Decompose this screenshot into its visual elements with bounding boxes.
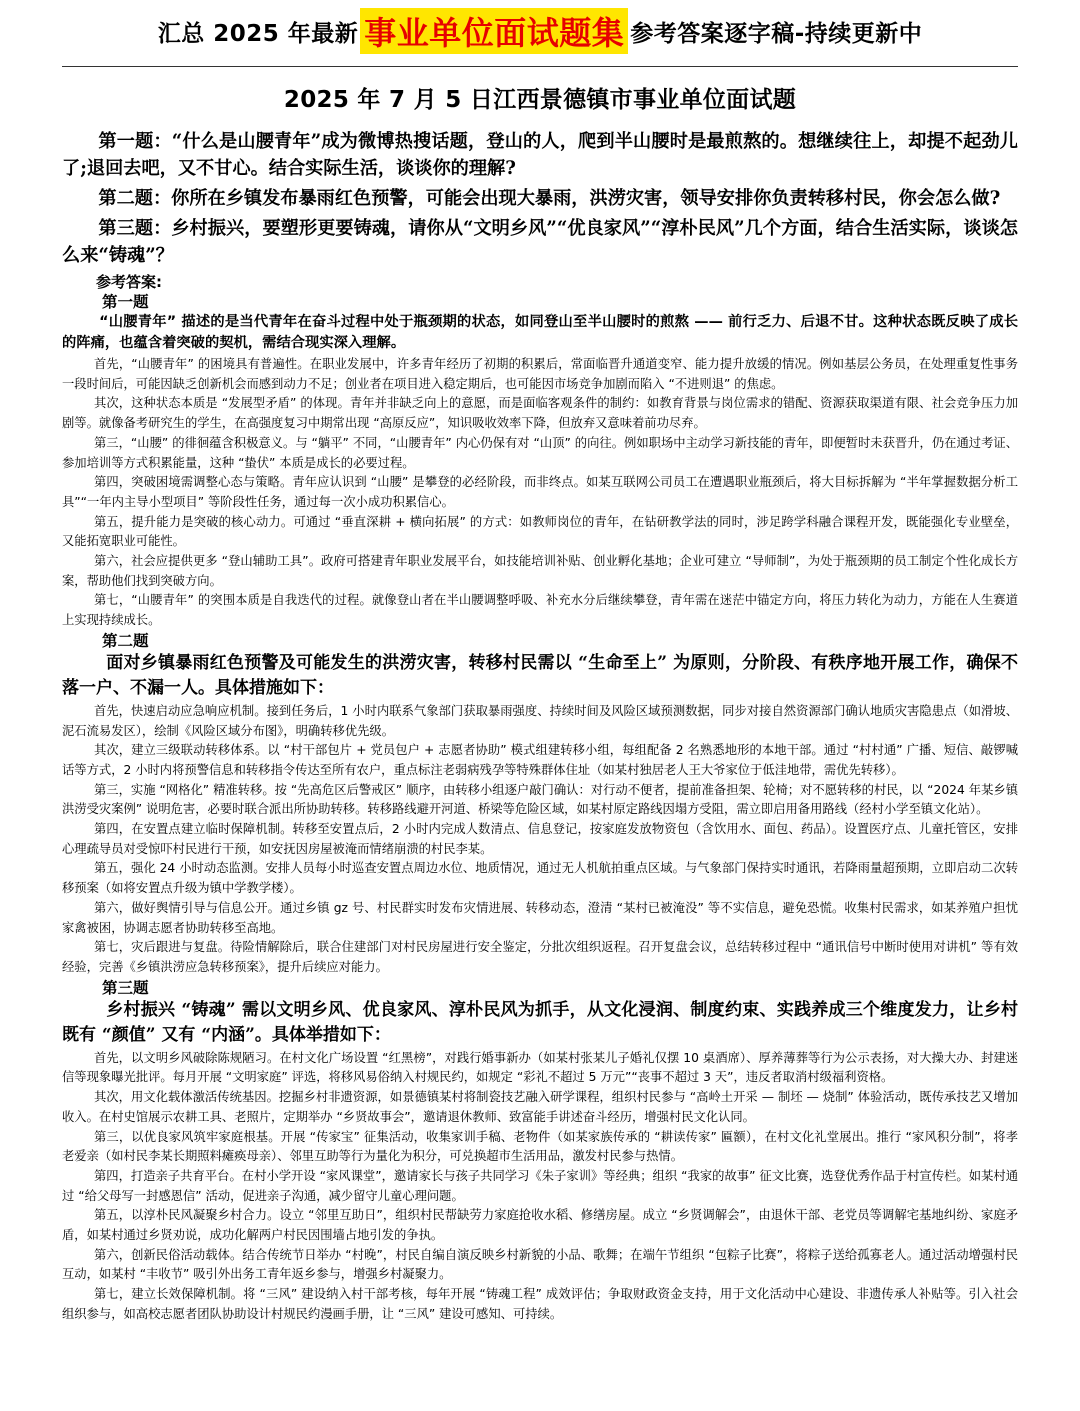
header-divider — [62, 66, 1018, 67]
answer-paragraph: 第七，“山腰青年” 的突围本质是自我迭代的过程。就像登山者在半山腰调整呼吸、补充水分后继续攀登，青年需在迷茫中锚定方向，将压力转化为动力，方能在人生赛道上实现持续成长。 — [62, 593, 1018, 628]
answer-paragraph: 其次，这种状态本质是 “发展型矛盾” 的体现。青年并非缺乏向上的意愿，而是面临客观条件的制约：如教育背景与岗位需求的错配、资源获取渠道有限、社会竞争压力加剧等。就像备考研究生的学生，在高强度复习中期常出现 “高原反应”，知识吸收效率下降，但放弃又意味着前功尽弃。 — [62, 396, 1018, 431]
answer-paragraph: 第六，创新民俗活动载体。结合传统节日举办 “村晚”，村民自编自演反映乡村新貌的小品、歌舞；在端午节组织 “包粽子比赛”，将粽子送给孤寡老人。通过活动增强村民互动，如某村 “丰收节” 吸引外出务工青年返乡参与，增强乡村凝聚力。 — [62, 1247, 1018, 1282]
section-title: 第一题 — [102, 293, 149, 311]
question-3: 第三题：乡村振兴，要塑形更要铸魂，请你从“文明乡风”“优良家风”“淳朴民风”几个方面，结合生活实际，谈谈怎么来“铸魂”？ — [62, 218, 1018, 266]
answer-paragraph: 第五，强化 24 小时动态监测。安排人员每小时巡查安置点周边水位、地质情况，通过无人机航拍重点区域。与气象部门保持实时通讯，若降雨量超预期，立即启动二次转移预案（如将安置点升级为镇中学教学楼）。 — [62, 861, 1018, 896]
header-pre: 汇总 2025 年最新 — [157, 20, 359, 47]
answer-paragraph: 第四，在安置点建立临时保障机制。转移至安置点后，2 小时内完成人数清点、信息登记，按家庭发放物资包（含饮用水、面包、药品）。设置医疗点、儿童托管区，安排心理疏导员对受惊吓村民进行干预，如安抚因房屋被淹而情绪崩溃的村民李某。 — [62, 822, 1018, 856]
answer-section-1 — [62, 292, 1018, 631]
document-title: 2025 年 7 月 5 日江西景德镇市事业单位面试题 — [283, 87, 797, 113]
section-lead: 面对乡镇暴雨红色预警及可能发生的洪涝灾害，转移村民需以 “生命至上” 为原则，分阶段、有秩序地开展工作，确保不落一户、不漏一人。具体措施如下： — [62, 652, 1018, 698]
section-lead: 乡村振兴 “铸魂” 需以文明乡风、优良家风、淳朴民风为抓手，从文化浸润、制度约束、实践养成三个维度发力，让乡村既有 “颜值” 又有 “内涵”。具体举措如下： — [62, 999, 1018, 1045]
answer-paragraph: 首先，“山腰青年” 的困境具有普遍性。在职业发展中，许多青年经历了初期的积累后，常面临晋升通道变窄、能力提升放缓的情况。例如基层公务员，在处理重复性事务一段时间后，可能因缺乏创新机会而感到动力不足；创业者在项目进入稳定期后，也可能因市场竞争加剧而陷入 “不进则退” 的焦虑。 — [62, 357, 1018, 391]
answer-paragraph: 第五，以淳朴民风凝聚乡村合力。设立 “邻里互助日”，组织村民帮缺劳力家庭抢收水稻、修缮房屋。成立 “乡贤调解会”，由退休干部、老党员等调解宅基地纠纷、家庭矛盾，如某村通过乡贤劝说，成功化解两户村民因围墙占地引发的争执。 — [62, 1208, 1018, 1243]
answer-paragraph: 第三，“山腰” 的徘徊蕴含积极意义。与 “躺平” 不同，“山腰青年” 内心仍保有对 “山顶” 的向往。例如职场中主动学习新技能的青年，即便暂时未获晋升，仍在通过考证、参加培训等方式积累能量，这种 “蛰伏” 本质是成长的必要过程。 — [62, 435, 1018, 470]
section-title: 第二题 — [102, 631, 149, 650]
answer-paragraph: 首先，快速启动应急响应机制。接到任务后，1 小时内联系气象部门获取暴雨强度、持续时间及风险区域预测数据，同步对接自然资源部门确认地质灾害隐患点（如滑坡、泥石流易发区），绘制《风险区域分布图》，明确转移优先级。 — [62, 703, 1018, 738]
answers-label: 参考答案: — [96, 273, 162, 291]
answer-paragraph: 第三，以优良家风筑牢家庭根基。开展 “传家宝” 征集活动，收集家训手稿、老物件（如某家族传承的 “耕读传家” 匾额），在村文化礼堂展出。推行 “家风积分制”，将孝老爱亲（如村民李某长期照料瘫痪母亲）、邻里互助等行为量化为积分，可兑换超市生活用品，激发村民参与热情。 — [62, 1129, 1018, 1164]
section-lead: “山腰青年” 描述的是当代青年在奋斗过程中处于瓶颈期的状态，如同登山至半山腰时的煎熬 —— 前行乏力、后退不甘。这种状态既反映了成长的阵痛，也蕴含着突破的契机，需结合现实深入理解。 — [62, 314, 1018, 351]
questions-block — [62, 128, 1018, 269]
answer-paragraph: 第七，建立长效保障机制。将 “三风” 建设纳入村干部考核，每年开展 “铸魂工程” 成效评估；争取财政资金支持，用于文化活动中心建设、非遗传承人补贴等。引入社会组织参与，如高校志愿者团队协助设计村规民约漫画手册，让 “三风” 建设可感知、可持续。 — [62, 1287, 1018, 1321]
answer-paragraph: 其次，建立三级联动转移体系。以 “村干部包片 + 党员包户 + 志愿者协助” 模式组建转移小组，每组配备 2 名熟悉地形的本地干部。通过 “村村通” 广播、短信、敲锣喊话等方式，2 小时内将预警信息和转移指令传达至所有农户，重点标注老弱病残孕等特殊群体住址（如某村独居老人王大爷家位于低洼地带，需优先转移）。 — [62, 743, 1018, 777]
answer-paragraph: 第四，突破困境需调整心态与策略。青年应认识到 “山腰” 是攀登的必经阶段，而非终点。如某互联网公司员工在遭遇职业瓶颈后，将大目标拆解为 “半年掌握数据分析工具”“一年内主导小型项目” 等阶段性任务，通过每一次小成功积累信心。 — [62, 475, 1018, 509]
question-2: 第二题：你所在乡镇发布暴雨红色预警，可能会出现大暴雨，洪涝灾害，领导安排你负责转移村民，你会怎么做? — [98, 188, 1001, 209]
answer-section-3 — [62, 978, 1018, 1325]
answer-section-2 — [62, 631, 1018, 978]
answer-paragraph: 第四，打造亲子共育平台。在村小学开设 “家风课堂”，邀请家长与孩子共同学习《朱子家训》等经典；组织 “我家的故事” 征文比赛，选登优秀作品于村宣传栏。如某村通过 “给父母写一封感恩信” 活动，促进亲子沟通，减少留守儿童心理问题。 — [62, 1168, 1018, 1203]
answer-paragraph: 第三，实施 “网格化” 精准转移。按 “先高危区后警戒区” 顺序，由转移小组逐户敲门确认：对行动不便者，提前准备担架、轮椅；对不愿转移的村民，以 “2024 年某乡镇洪涝受灾案例” 说明危害，必要时联合派出所协助转移。转移路线避开河道、桥梁等危险区域，如某村原定路线因塌方受阻，需立即启用备用路线（经村小学至镇文化站）。 — [62, 782, 1018, 817]
answer-paragraph: 其次，用文化载体激活传统基因。挖掘乡村非遗资源，如景德镇某村将制瓷技艺融入研学课程，组织村民参与 “高岭土开采 — 制坯 — 烧制” 体验活动，既传承技艺又增加收入。在村史馆展示农耕工具、老照片，定期举办 “乡贤故事会”，邀请退休教师、致富能手讲述奋斗经历，增强村民文化认同。 — [62, 1090, 1018, 1124]
header-highlight: 事业单位面试题集 — [360, 8, 628, 54]
answer-paragraph: 第七，灾后跟进与复盘。待险情解除后，联合住建部门对村民房屋进行安全鉴定，分批次组织返程。召开复盘会议，总结转移过程中 “通讯信号中断时使用对讲机” 等有效经验，完善《乡镇洪涝应急转移预案》，提升后续应对能力。 — [62, 940, 1018, 974]
answer-paragraph: 第六，做好舆情引导与信息公开。通过乡镇 gz 号、村民群实时发布灾情进展、转移动态，澄清 “某村已被淹没” 等不实信息，避免恐慌。收集村民需求，如某养殖户担忧家禽被困，协调志愿者协助转移至高地。 — [62, 900, 1018, 935]
header-banner — [62, 0, 1018, 62]
header-post: 参考答案逐字稿-持续更新中 — [630, 20, 923, 47]
answer-paragraph: 首先，以文明乡风破除陈规陋习。在村文化广场设置 “红黑榜”，对践行婚事新办（如某村张某儿子婚礼仅摆 10 桌酒席）、厚养薄葬等行为公示表扬，对大操大办、封建迷信等现象曝光批评。每月开展 “文明家庭” 评选，将移风易俗纳入村规民约，如规定 “彩礼不超过 5 万元”“丧事不超过 3 天”，违反者取消村级福利资格。 — [62, 1050, 1018, 1085]
answer-paragraph: 第六，社会应提供更多 “登山辅助工具”。政府可搭建青年职业发展平台，如技能培训补贴、创业孵化基地；企业可建立 “导师制”，为处于瓶颈期的员工制定个性化成长方案，帮助他们找到突破方向。 — [62, 554, 1018, 588]
answer-paragraph: 第五，提升能力是突破的核心动力。可通过 “垂直深耕 + 横向拓展” 的方式：如教师岗位的青年，在钻研教学法的同时，涉足跨学科融合课程开发，既能强化专业壁垒，又能拓宽职业可能性。 — [62, 514, 1018, 549]
section-title: 第三题 — [102, 978, 149, 997]
question-1: 第一题：“什么是山腰青年”成为微博热搜话题，登山的人，爬到半山腰时是最煎熬的。想继续往上，却提不起劲儿了;退回去吧，又不甘心。结合实际生活，谈谈你的理解? — [62, 131, 1018, 179]
